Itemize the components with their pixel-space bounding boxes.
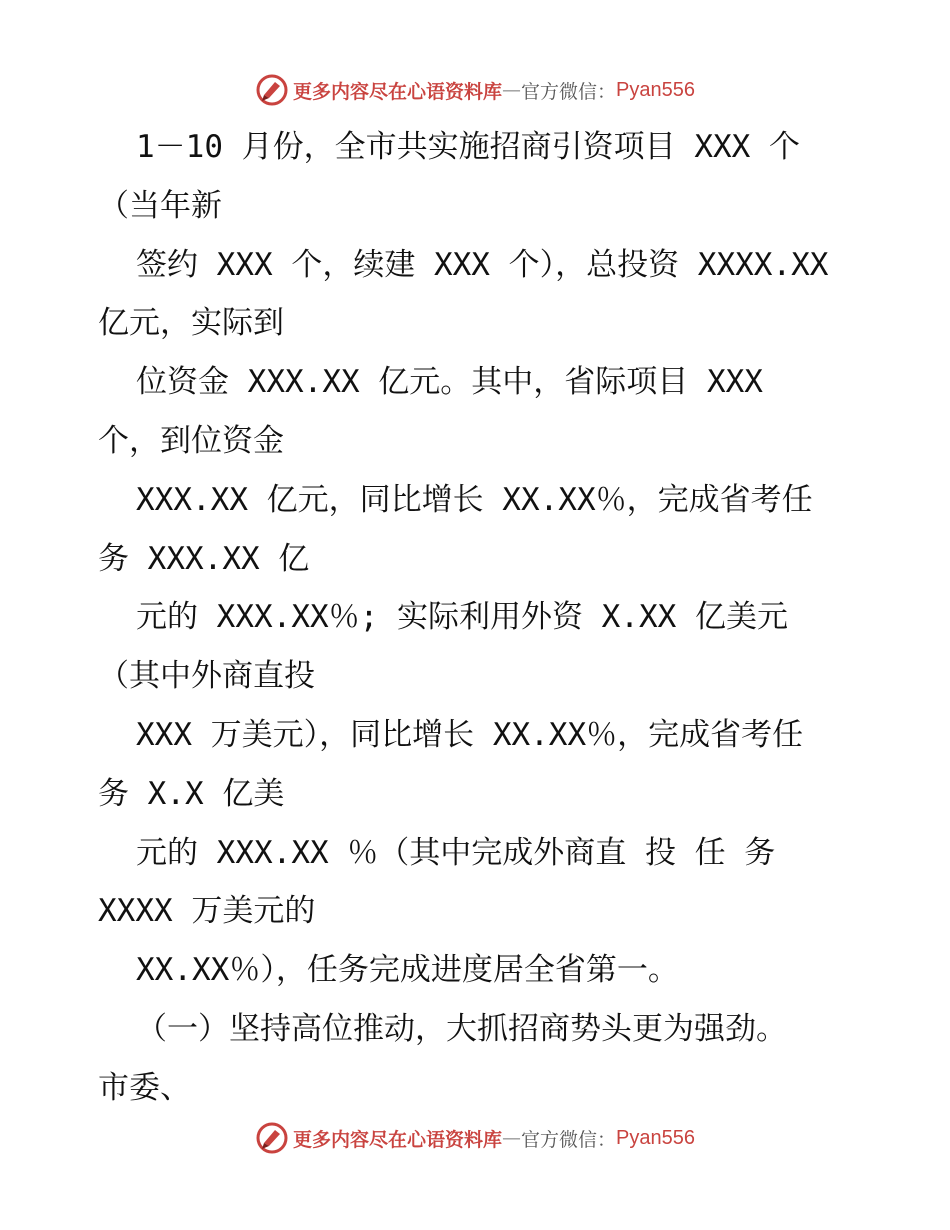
text-line: （当年新 bbox=[98, 187, 222, 224]
text-line: XXX.XX 亿元，同比增长 XX.XX％，完成省考任 bbox=[136, 481, 813, 518]
section-heading-line: （一）坚持高位推动，大抓招商势头更为强劲。 bbox=[136, 1010, 787, 1047]
header-watermark bbox=[0, 70, 950, 110]
watermark-wechat-label: 官方微信： bbox=[521, 1128, 617, 1151]
text-line: 市委、 bbox=[98, 1069, 191, 1106]
watermark-brand: 更多内容尽在心语资料库 bbox=[293, 1128, 503, 1151]
text-line: 个，到位资金 bbox=[98, 422, 284, 459]
footer-watermark bbox=[0, 1118, 950, 1158]
document-body bbox=[98, 118, 898, 1118]
brand-logo-icon bbox=[255, 1121, 289, 1155]
text-line: 1－10 月份，全市共实施招商引资项目 XXX 个 bbox=[136, 129, 800, 165]
watermark-brand: 更多内容尽在心语资料库 bbox=[293, 80, 503, 103]
text-line: XXX 万美元），同比增长 XX.XX％，完成省考任 bbox=[136, 716, 804, 753]
text-line: 元的 XXX.XX ％（其中完成外商直 投 任 务 bbox=[136, 834, 776, 871]
text-line: 位资金 XXX.XX 亿元。其中，省际项目 XXX bbox=[136, 364, 763, 401]
text-line: XXXX 万美元的 bbox=[98, 893, 316, 930]
text-line: 务 XXX.XX 亿 bbox=[98, 540, 310, 577]
text-line: XX.XX％），任务完成进度居全省第一。 bbox=[136, 952, 679, 989]
text-line: 亿元，实际到 bbox=[98, 305, 284, 342]
brand-logo-icon bbox=[255, 73, 289, 107]
text-line: 签约 XXX 个，续建 XXX 个），总投资 XXXX.XX bbox=[136, 246, 829, 283]
text-line: 元的 XXX.XX％; 实际利用外资 X.XX 亿美元 bbox=[136, 599, 788, 636]
text-line: （其中外商直投 bbox=[98, 658, 315, 695]
watermark-wechat-label: 官方微信： bbox=[521, 80, 617, 103]
watermark-wechat-id: Pyan556 bbox=[616, 1126, 695, 1149]
watermark-dash: — bbox=[502, 1127, 522, 1149]
watermark-wechat-id: Pyan556 bbox=[616, 78, 695, 101]
watermark-dash: — bbox=[502, 79, 522, 101]
text-line: 务 X.X 亿美 bbox=[98, 775, 285, 812]
